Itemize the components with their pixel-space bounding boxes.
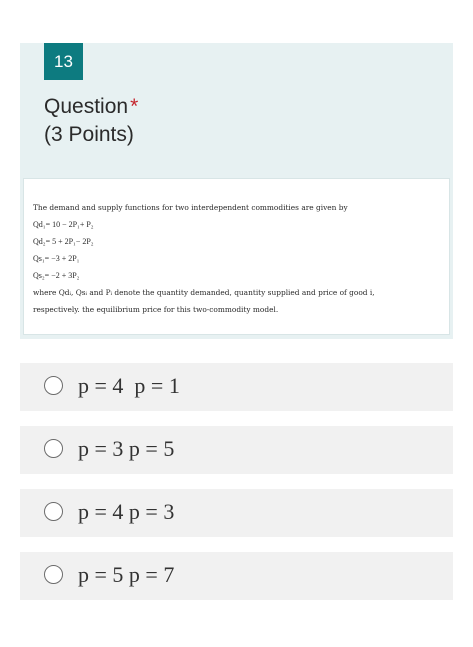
question-points: (3 Points) [44,123,134,146]
question-body [33,199,375,318]
answer-option-label: p = 5 p = 7 [78,562,175,587]
answer-option-label: p = 4 p = 3 [78,499,175,524]
radio-button-icon[interactable] [44,502,63,521]
radio-button-icon[interactable] [44,565,63,584]
question-body-line-7: respectively. the equilibrium price for this two-commodity model. [33,305,279,314]
question-image [23,178,450,335]
answer-option-2[interactable] [20,426,453,474]
supply-equation-1: Qs₁= −3 + 2P₁ [33,254,80,263]
answer-option-4[interactable] [20,552,453,600]
question-body-line-6: where Qdᵢ, Qsᵢ and Pᵢ denote the quantity demanded, quantity supplied and price of good i, [33,288,375,297]
radio-button-icon[interactable] [44,439,63,458]
answer-option-1[interactable] [20,363,453,411]
question-number-badge: 13 [44,43,83,80]
radio-button-icon[interactable] [44,376,63,395]
question-title [44,93,138,120]
question-title-text: Question [44,95,129,118]
question-body-line-1: The demand and supply functions for two interdependent commodities are given by [33,203,348,212]
required-asterisk: * [130,95,139,118]
answer-option-3[interactable] [20,489,453,537]
answer-option-label: p = 4 p = 1 [78,373,180,398]
demand-equation-2: Qd₂= 5 + 2P₁− 2P₂ [33,237,94,246]
question-card [20,43,453,339]
answer-option-label: p = 3 p = 5 [78,436,175,461]
demand-equation-1: Qd₁= 10 − 2P₁+ P₂ [33,220,94,229]
supply-equation-2: Qs₂= −2 + 3P₂ [33,271,80,280]
